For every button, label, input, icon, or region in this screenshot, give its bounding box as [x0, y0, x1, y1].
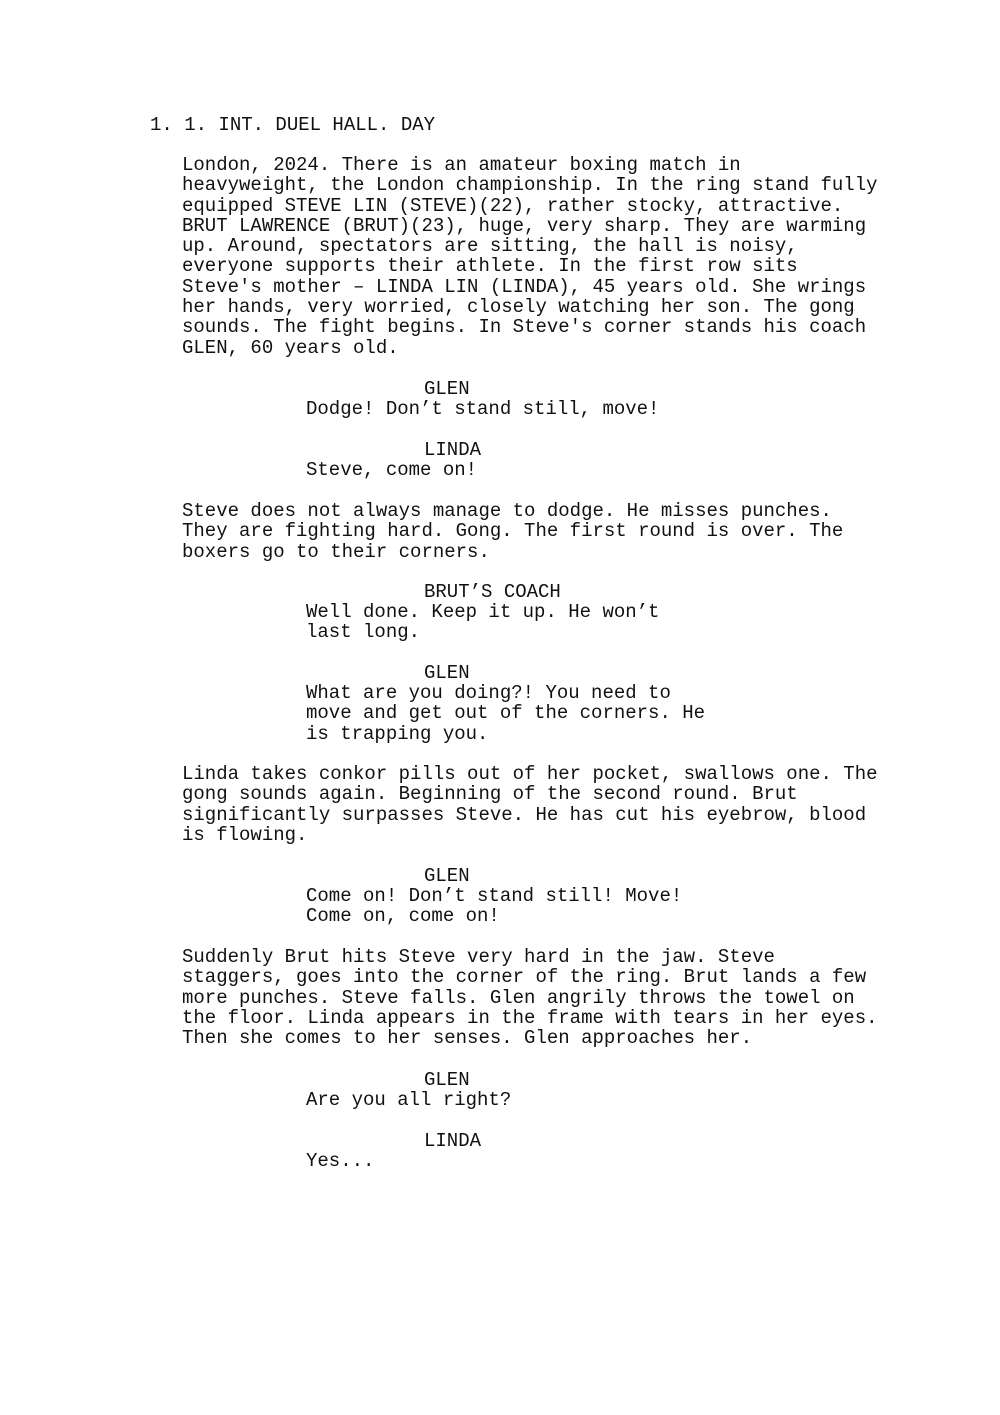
dialogue-line: Steve, come on!: [306, 459, 478, 481]
scene-heading: 1. 1. INT. DUEL HALL. DAY: [150, 114, 436, 136]
character-name: LINDA: [424, 439, 482, 461]
dialogue-line: Well done. Keep it up. He won’t last long.: [306, 601, 660, 644]
dialogue-line: Yes...: [306, 1150, 375, 1172]
dialogue-line: Are you all right?: [306, 1089, 512, 1111]
character-name: GLEN: [424, 1069, 470, 1091]
dialogue-line: What are you doing?! You need to move and get out of the corners. He is trapping you.: [306, 682, 706, 745]
character-name: BRUT’S COACH: [424, 581, 561, 603]
action-paragraph: Steve does not always manage to dodge. He misses punches. They are fighting hard. Gong. The first round is over. The boxers go to their corners.: [182, 500, 844, 563]
action-paragraph: London, 2024. There is an amateur boxing match in heavyweight, the London championship. In the ring stand fully equipped STEVE LIN (STEVE)(22), rather stocky, attractive. BRUT LAWRENCE (BRUT)(23), huge, very sharp. They are warming up. Around, spectators are sitting, the hall is noisy, everyone supports their athlete. In the first row sits Steve's mother – LINDA LIN (LINDA), 45 years old. She wrings her hands, very worried, closely watching her son. The gong sounds. The fight begins. In Steve's corner stands his coach GLEN, 60 years old.: [182, 154, 878, 359]
character-name: LINDA: [424, 1130, 482, 1152]
dialogue-line: Come on! Don’t stand still! Move! Come on, come on!: [306, 885, 683, 928]
action-paragraph: Linda takes conkor pills out of her pocket, swallows one. The gong sounds again. Beginning of the second round. Brut significantly surpasses Steve. He has cut his eyebrow, blood is flowing.: [182, 763, 878, 846]
character-name: GLEN: [424, 662, 470, 684]
action-paragraph: Suddenly Brut hits Steve very hard in the jaw. Steve staggers, goes into the corner of the ring. Brut lands a few more punches. Steve falls. Glen angrily throws the towel on the floor. Linda appears in the frame with tears in her eyes. Then she comes to her senses. Glen approaches her.: [182, 946, 878, 1050]
character-name: GLEN: [424, 378, 470, 400]
dialogue-line: Dodge! Don’t stand still, move!: [306, 398, 660, 420]
character-name: GLEN: [424, 865, 470, 887]
